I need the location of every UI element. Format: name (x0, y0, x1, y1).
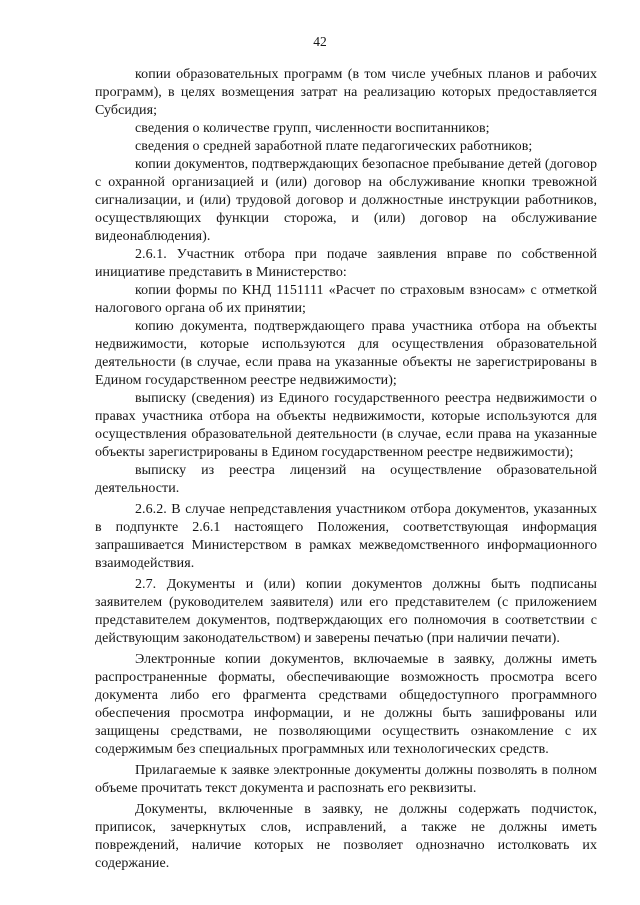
paragraph-registry-extract: выписку (сведения) из Единого государственного реестра недвижимости о правах участника отбора на объекты недвижимости, которые используются для осуществления образовательной деятельности (в случае, если права на указанные объекты зарегистрированы в Едином государственном реестре недвижимости); (95, 391, 597, 460)
paragraph-license-extract: выписку из реестра лицензий на осуществление образовательной деятельности. (95, 463, 597, 496)
paragraph-2-6-2: 2.6.2. В случае непредставления участником отбора документов, указанных в подпункте 2.6.1 настоящего Положения, соответствующая информация запрашивается Министерством в рамках межведомственного информационного взаимодействия. (95, 502, 597, 571)
paragraph-program-copies: копии образовательных программ (в том числе учебных планов и рабочих программ), в целях возмещения затрат на реализацию которых предоставляется Субсидия; (95, 67, 597, 118)
paragraph-property-rights: копию документа, подтверждающего права участника отбора на объекты недвижимости, которые используются для осуществления образовательной деятельности (в случае, если права на указанные объекты не зарегистрированы в Едином государственном реестре недвижимости); (95, 319, 597, 388)
paragraph-2-6-1: 2.6.1. Участник отбора при подаче заявления вправе по собственной инициативе представить в Министерство: (95, 247, 597, 280)
paragraph-knd-form: копии формы по КНД 1151111 «Расчет по страховым взносам» с отметкой налогового органа об их принятии; (95, 283, 597, 316)
paragraph-2-7: 2.7. Документы и (или) копии документов должны быть подписаны заявителем (руководителем заявителя) или его представителем (с приложением представителем документов, подтверждающих его полномочия в соответствии с действующим законодательством) и заверены печатью (при наличии печати). (95, 577, 597, 646)
paragraph-safety-documents: копии документов, подтверждающих безопасное пребывание детей (договор с охранной организацией и (или) договор на обслуживание кнопки тревожной сигнализации, и (или) трудовой договор и должностные инструкции работников, осуществляющих функции сторожа, и (или) договор на обслуживание видеонаблюдения). (95, 157, 597, 244)
paragraph-salary-info: сведения о средней заработной плате педагогических работников; (135, 139, 533, 154)
paragraph-attached-documents: Прилагаемые к заявке электронные документы должны позволять в полном объеме прочитать текст документа и распознать его реквизиты. (95, 763, 597, 796)
paragraph-document-requirements: Документы, включенные в заявку, не должны содержать подчисток, приписок, зачеркнутых слов, исправлений, а также не должны иметь повреждений, наличие которых не позволяет однозначно истолковать их содержание. (95, 802, 597, 871)
document-body (95, 66, 597, 873)
paragraph-electronic-copies: Электронные копии документов, включаемые в заявку, должны иметь распространенные форматы, обеспечивающие возможность просмотра всего документа либо его фрагмента средствами общедоступного программного обеспечения просмотра информации, и не должны быть зашифрованы или защищены средствами, не позволяющими осуществить ознакомление с их содержимым без специальных программных или технологических средств. (95, 652, 597, 757)
paragraph-groups-info: сведения о количестве групп, численности воспитанников; (135, 121, 490, 136)
page-number: 42 (313, 34, 327, 49)
